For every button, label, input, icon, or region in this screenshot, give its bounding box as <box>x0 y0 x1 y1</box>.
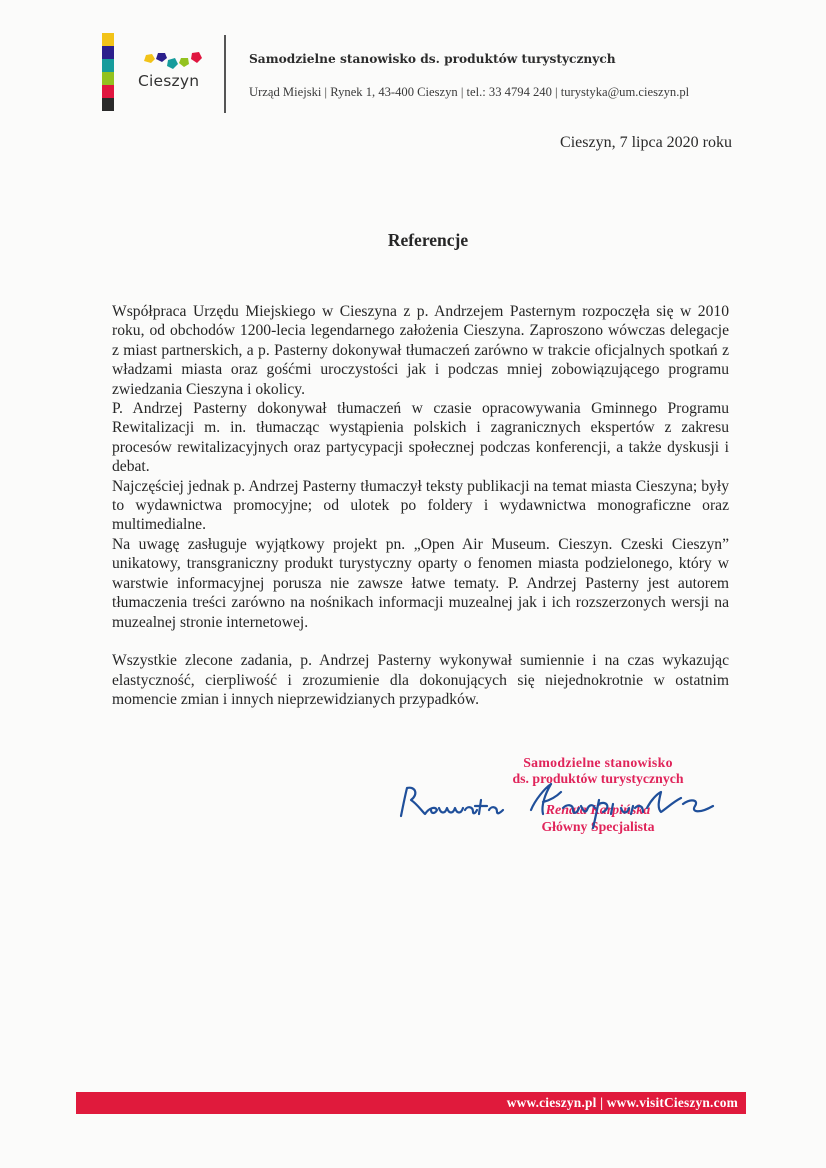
stamp-line-1: Samodzielne stanowisko <box>523 755 673 770</box>
paragraph: Wszystkie zlecone zadania, p. Andrzej Pasterny wykonywał sumiennie i na czas wykazując elastyczność, cierpliwość i zrozumienie dla dokonujących się niejednokrotnie w ostatnim momencie zmian i innych nieprzewidzianych przypadków. <box>112 652 729 709</box>
department-title: Samodzielne stanowisko ds. produktów turystycznych <box>249 52 616 66</box>
cieszyn-logo-icon <box>140 52 210 72</box>
stamp-role: Główny Specjalista <box>541 819 655 834</box>
letter-body <box>112 302 729 710</box>
letter-title: Referencje <box>387 230 469 250</box>
strip-yellow <box>102 33 114 46</box>
strip-green <box>102 72 114 85</box>
paragraph: Najczęściej jednak p. Andrzej Pasterny tłumaczył teksty publikacji na temat miasta Cieszyna; były to wydawnictwa promocyjne; od ulotek po foldery i wydawnictwa monograficzne oraz multimedialne. <box>112 477 729 534</box>
handwritten-signature-icon <box>395 770 735 830</box>
strip-teal <box>102 59 114 72</box>
logo-text: Cieszyn <box>138 72 200 90</box>
color-strip <box>102 33 114 111</box>
stamp-name: Renata Karpińska <box>545 803 651 818</box>
header-divider <box>224 35 226 113</box>
footer-links[interactable]: www.cieszyn.pl | www.visitCieszyn.com <box>506 1095 738 1110</box>
paragraph: Na uwagę zasługuje wyjątkowy projekt pn. „Open Air Museum. Cieszyn. Czeski Cieszyn” unikatowy, transgraniczny produkt turystyczny oparty o fenomen miasta podzielonego, który w warstwie informacyjnej porusza nie zawsze łatwe tematy. P. Andrzej Pasterny jest autorem tłumaczenia treści zarówno na nośnikach informacji muzealnej jak i ich rozszerzonych wersji na muzealnej stronie internetowej. <box>112 535 729 631</box>
letter-date: Cieszyn, 7 lipca 2020 roku <box>560 134 732 151</box>
paragraph: Współpraca Urzędu Miejskiego w Cieszyna z p. Andrzejem Pasternym rozpoczęła się w 2010 roku, od obchodów 1200-lecia legendarnego założenia Cieszyna. Zaproszono wówczas delegacje z miast partnerskich, a p. Pasterny dokonywał tłumaczeń zarówno w trakcie oficjalnych spotkań z władzami miasta oraz gośćmi uroczystości jak i podczas mniej zobowiązującego programu zwiedzania Cieszyna i okolicy. <box>112 303 729 398</box>
stamp-line-2: ds. produktów turystycznych <box>512 771 684 786</box>
strip-navy <box>102 46 114 59</box>
strip-black <box>102 98 114 111</box>
footer-bar <box>76 1092 746 1114</box>
paragraph: P. Andrzej Pasterny dokonywał tłumaczeń w czasie opracowywania Gminnego Programu Rewitalizacji m. in. tłumacząc wystąpienia polskich i zagranicznych ekspertów z zakresu procesów rewitalizacyjnych oraz partycypacji społecznej podczas konferencji, a także dyskusji i debat. <box>112 400 729 476</box>
strip-red <box>102 85 114 98</box>
contact-line: Urząd Miejski | Rynek 1, 43-400 Cieszyn | tel.: 33 4794 240 | turystyka@um.cieszyn.pl <box>249 85 690 99</box>
